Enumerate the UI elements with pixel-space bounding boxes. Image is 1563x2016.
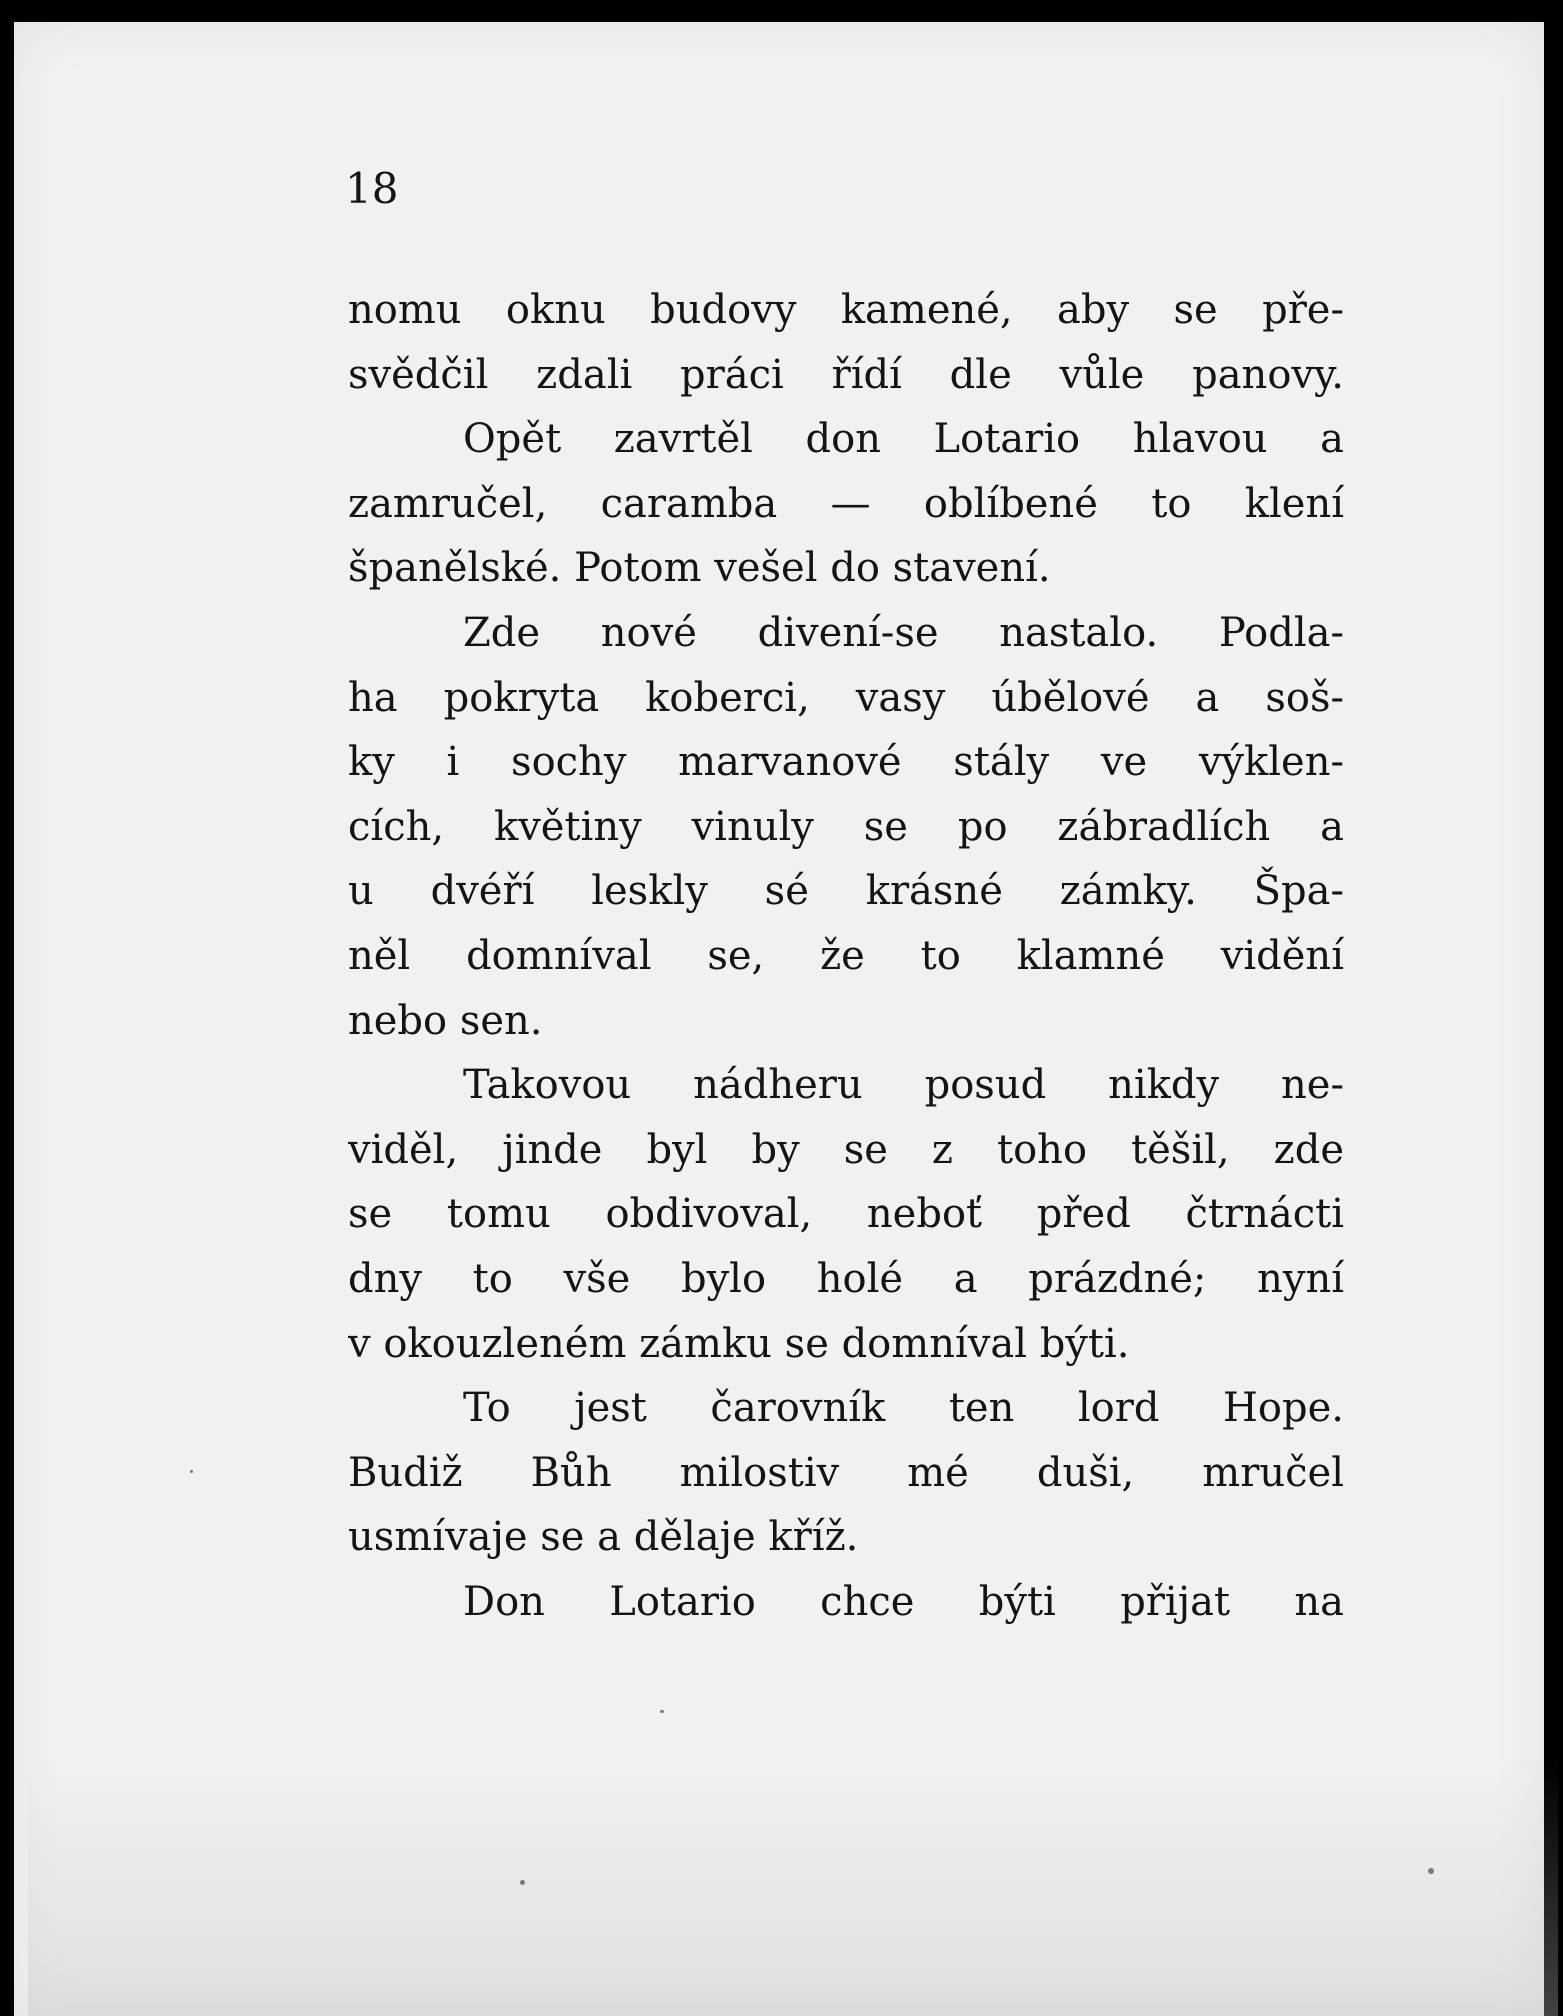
- text-line: zamručel, caramba — oblíbené to klení: [348, 480, 1344, 527]
- dust-speck: [1428, 1868, 1434, 1874]
- text-line: něl domníval se, že to klamné vidění: [348, 932, 1344, 979]
- text-line: Opět zavrtěl don Lotario hlavou a: [463, 416, 1344, 463]
- paper-shading: [28, 1756, 1558, 2016]
- text-line: nebo sen.: [348, 997, 543, 1044]
- page-number: 18: [345, 164, 399, 213]
- text-line: dny to vše bylo holé a prázdné; nyní: [348, 1255, 1344, 1302]
- text-line: Budiž Bůh milostiv mé duši, mručel: [348, 1449, 1344, 1496]
- text-line: se tomu obdivoval, neboť před čtrnácti: [348, 1191, 1344, 1238]
- text-line: usmívaje se a dělaje kříž.: [348, 1514, 859, 1561]
- dust-speck: [520, 1880, 525, 1885]
- dust-speck: [660, 1710, 664, 1713]
- text-line: To jest čarovník ten lord Hope.: [463, 1385, 1344, 1432]
- text-line: svědčil zdali práci řídí dle vůle panovy.: [348, 351, 1344, 398]
- body-text: [348, 278, 1344, 1634]
- text-line: ky i sochy marvanové stály ve výklen-: [348, 739, 1344, 786]
- dust-speck: [190, 1470, 193, 1473]
- text-line: viděl, jinde byl by se z toho těšil, zde: [348, 1126, 1344, 1173]
- text-line: ha pokryta koberci, vasy úbělové a soš-: [348, 674, 1344, 721]
- text-line: Don Lotario chce býti přijat na: [463, 1578, 1344, 1625]
- text-line: Takovou nádheru posud nikdy ne-: [463, 1062, 1344, 1109]
- text-line: cích, květiny vinuly se po zábradlích a: [348, 803, 1344, 850]
- text-line: španělské. Potom vešel do stavení.: [348, 545, 1051, 592]
- text-line: nomu oknu budovy kamené, aby se pře-: [348, 287, 1344, 333]
- text-line: Zde nové divení-se nastalo. Podla-: [463, 609, 1344, 656]
- text-line: u dvéří leskly sé krásné zámky. Špa-: [348, 868, 1344, 915]
- text-line: v okouzleném zámku se domníval býti.: [348, 1320, 1130, 1367]
